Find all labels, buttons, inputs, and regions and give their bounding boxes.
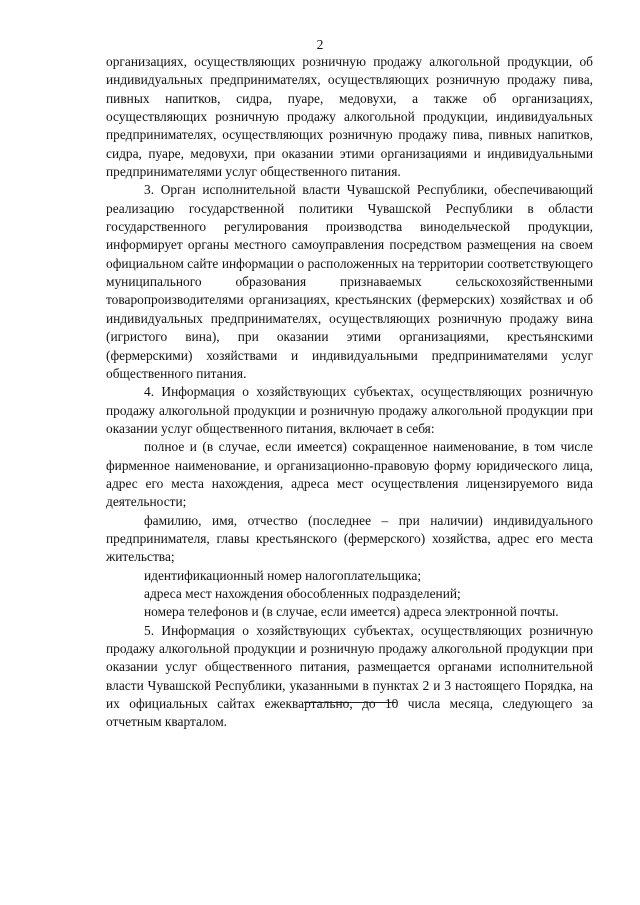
paragraph-item-3: 3. Орган исполнительной власти Чувашской Республики, обеспечивающий реализацию государственной политики Чувашской Республики в области государственного регулирования производства винодельческой продукции, информирует органы местного самоуправления посредством размещения на своем официальном сайте информации о расположенных на территории соответствующего муниципального образования признаваемых сельскохозяйственными товаропроизводителями организациях, крестьянских (фермерских) хозяйствах и об индивидуальных предпринимателях, осуществляющих розничную продажу вина (игристого вина), при оказании этими организациями, крестьянскими (фермерскими) хозяйствами и индивидуальными предпринимателями услуг общественного питания. (106, 182, 593, 381)
paragraph-item-5: 5. Информация о хозяйствующих субъектах, осуществляющих розничную продажу алкогольной продукции и розничную продажу алкогольной продукции при оказании услуг общественного питания, размещается органами исполнительной власти Чувашской Республики, указанными в пунктах 2 и 3 настоящего Порядка, на их официальных сайтах ежеквартально, до 10 числа месяца, следующего за отчетным кварталом. (106, 622, 593, 730)
paragraph-item-4-contacts: номера телефонов и (в случае, если имеется) адреса электронной почты. (144, 604, 559, 620)
paragraph-item-4-name: полное и (в случае, если имеется) сокращенное наименование, в том числе фирменное наименование, и организационно-правовую форму юридического лица, адрес его места нахождения, адреса мест осуществления лицензируемого вида деятельности; (106, 439, 593, 510)
paragraph-item-4-branches: адреса мест нахождения обособленных подразделений; (144, 585, 461, 601)
paragraph-item-4-inn: идентификационный номер налогоплательщика; (144, 567, 422, 583)
page-number: 2 (316, 37, 324, 52)
paragraph-item-4: 4. Информация о хозяйствующих субъектах, осуществляющих розничную продажу алкогольной продукции и розничную продажу алкогольной продукции при оказании услуг общественного питания, включает в себя: (106, 384, 593, 436)
document-body (106, 53, 593, 732)
paragraph-continuation: организациях, осуществляющих розничную продажу алкогольной продукции, об индивидуальных предпринимателях, осуществляющих розничную продажу пива, пивных напитков, сидра, пуаре, медовухи, а также об организациях, осуществляющих розничную продажу алкогольной продукции, индивидуальных предпринимателях, осуществляющих розничную продажу пива, пивных напитков, сидра, пуаре, медовухи, при оказании этими организациями и индивидуальными предпринимателями услуг общественного питания. (106, 54, 593, 180)
paragraph-item-4-person: фамилию, имя, отчество (последнее – при наличии) индивидуального предпринимателя, главы крестьянского (фермерского) хозяйства, адрес его места жительства; (106, 512, 593, 565)
end-divider-line (304, 702, 396, 703)
